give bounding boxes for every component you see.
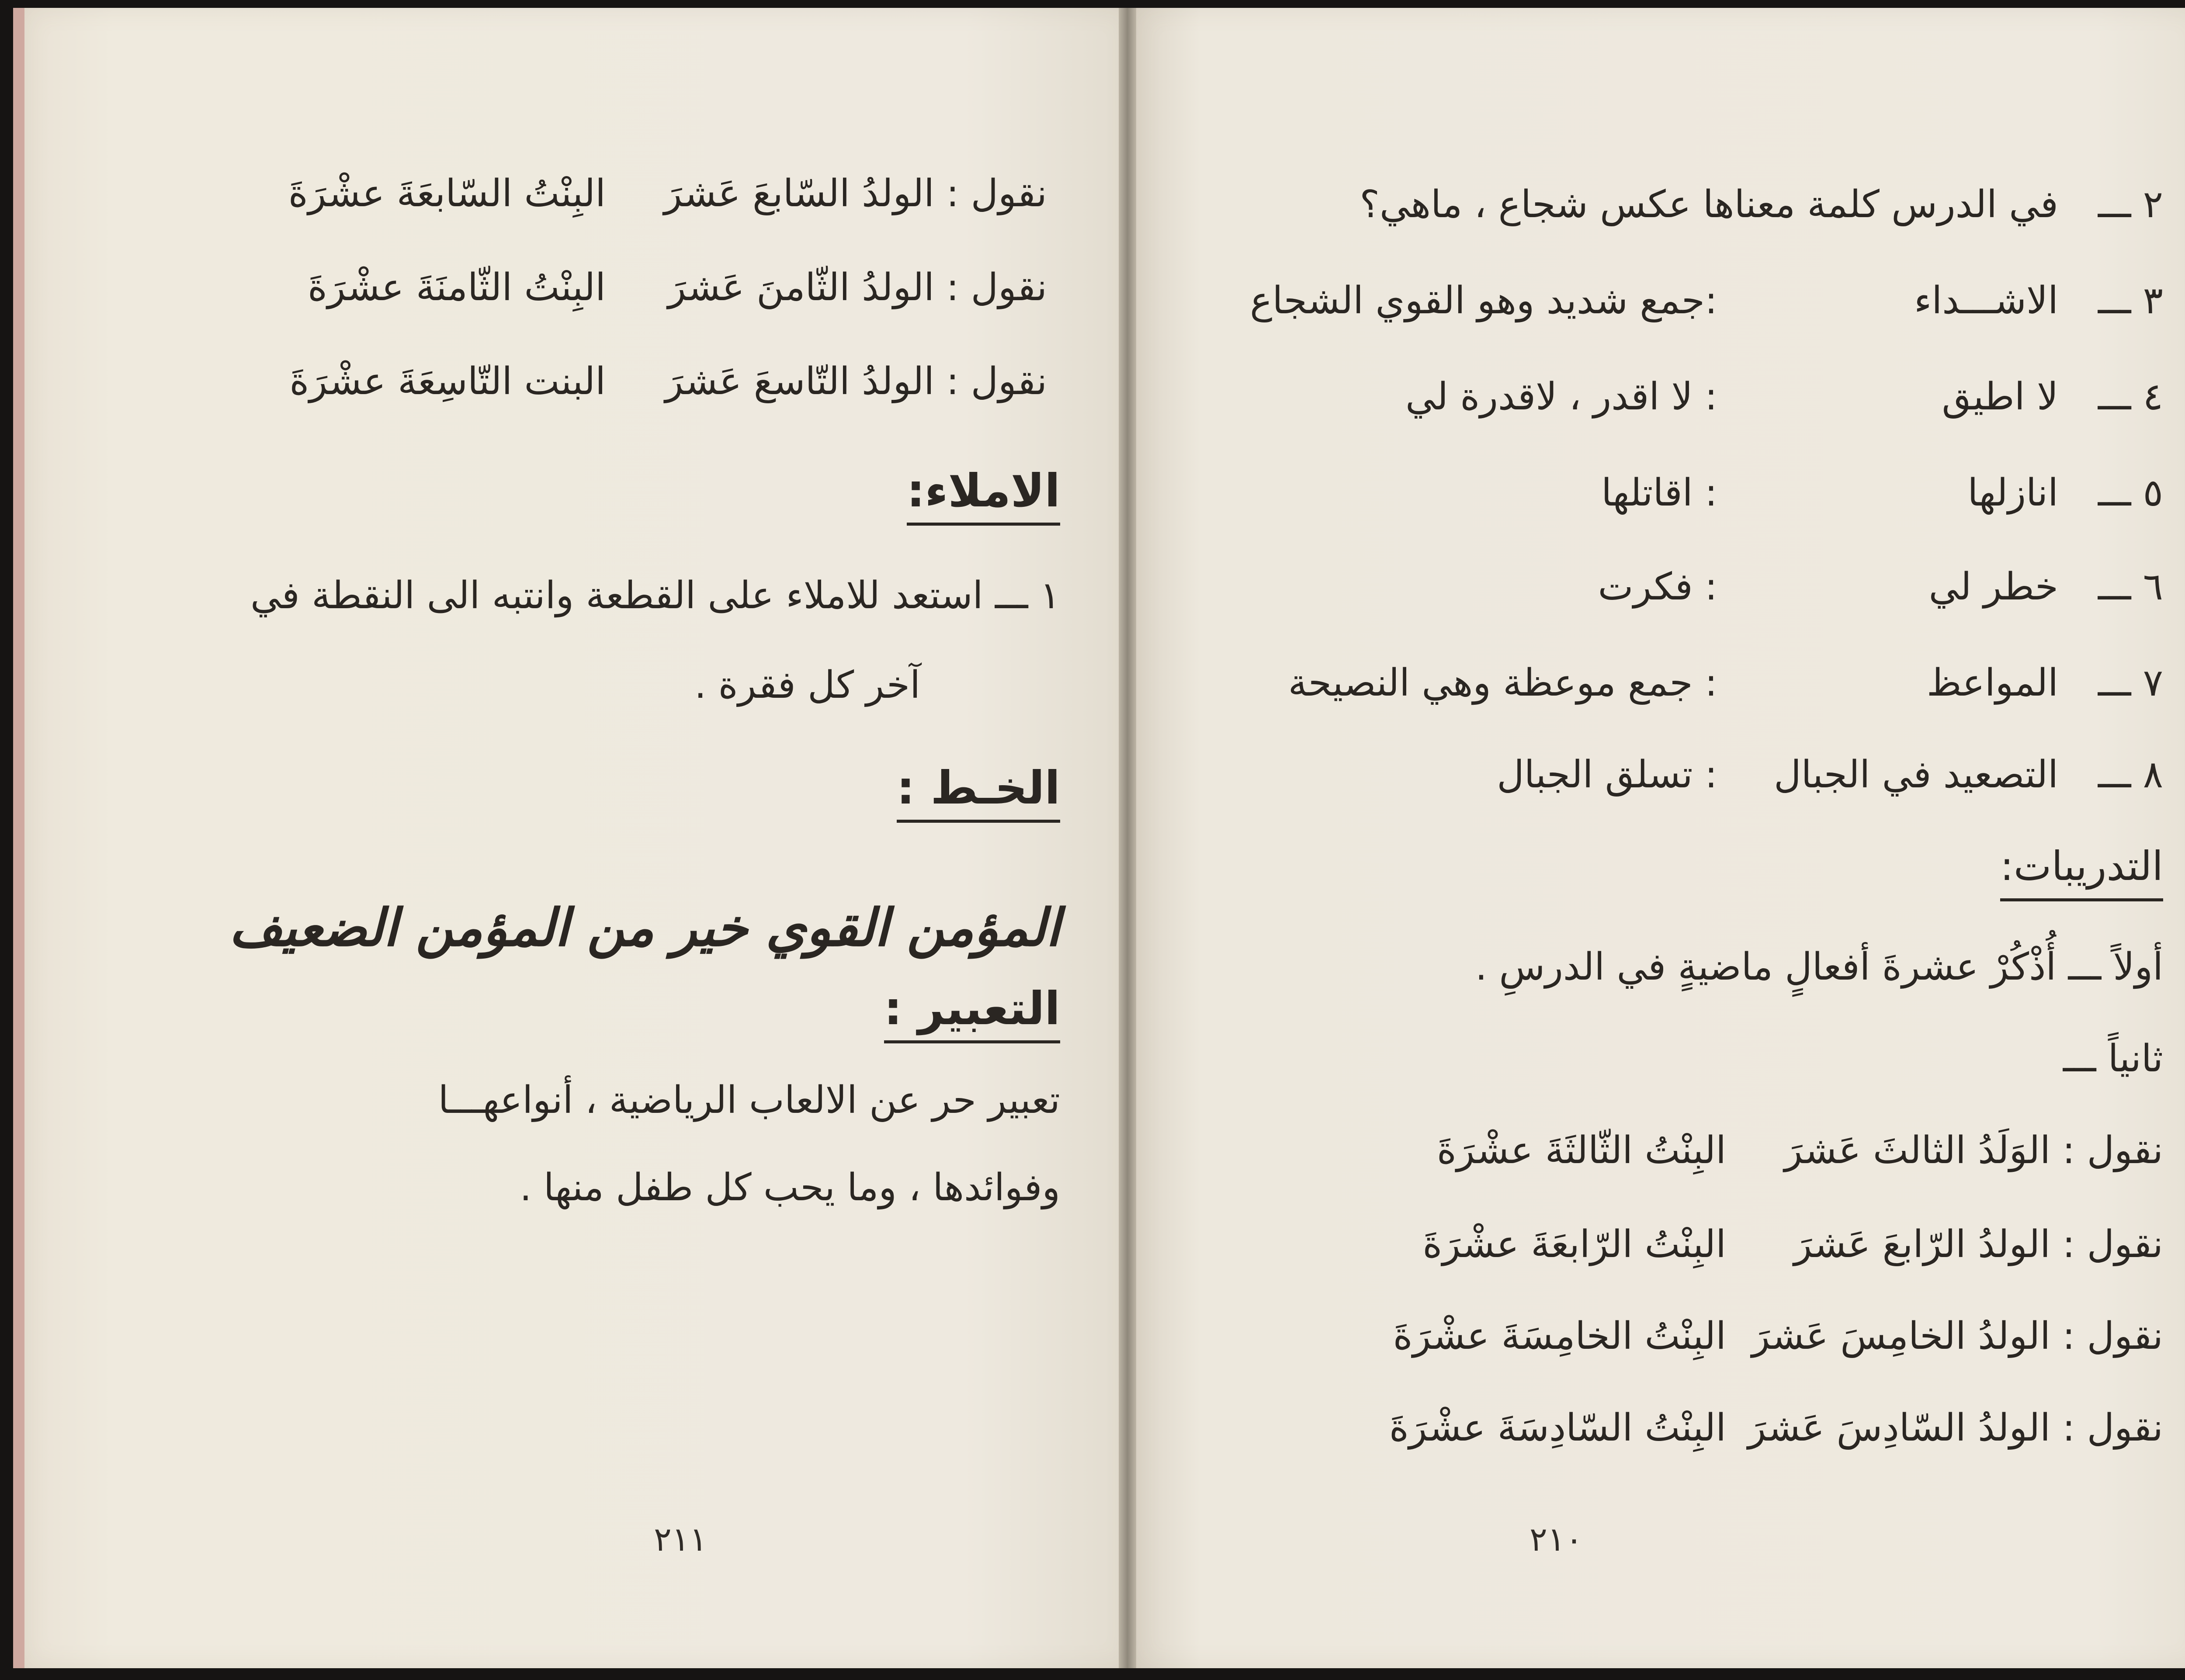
example-boy: نقول : الولدُ السّابعَ عَشرَ [664, 172, 1047, 215]
vocab-word: خطر لي [1928, 565, 2058, 609]
example-girl: البِنْتُ السّابعَةَ عشْرَةَ [288, 172, 606, 215]
exercises-heading: التدريبات: [2000, 838, 2163, 901]
vocab-number: ٨ ـــ [2098, 753, 2163, 797]
handwriting-heading: الخـط : [897, 759, 1060, 823]
left-page [13, 8, 1130, 1668]
example-girl: البِنْتُ السّادِسَةَ عشْرَةَ [1389, 1406, 1726, 1450]
vocab-word: الاشـــداء [1914, 279, 2058, 322]
example-girl: البِنْتُ الثّالثَةَ عشْرَةَ [1436, 1129, 1726, 1172]
example-boy: نقول : الولدُ السّادِسَ عَشرَ [1748, 1406, 2163, 1450]
vocab-word: التصعيد في الجبال [1774, 753, 2058, 797]
example-girl: البِنْتُ الثّامنَةَ عشْرَةَ [307, 266, 606, 309]
vocab-meaning: : اقاتلها [1601, 471, 1717, 515]
vocab-meaning: : لا اقدر ، لاقدرة لي [1405, 375, 1717, 419]
right-page [1136, 8, 2185, 1668]
open-book-spread [13, 8, 2185, 1668]
dictation-line: ١ ـــ استعد للاملاء على القطعة وانتبه الى النقطة في [250, 574, 1060, 617]
example-girl: البِنْتُ الرّابعَةَ عشْرَةَ [1422, 1223, 1726, 1266]
dictation-line: آخر كل فقرة . [694, 663, 920, 707]
expression-line: وفوائدها ، وما يحب كل طفل منها . [520, 1166, 1060, 1209]
page-number: ٢١١ [654, 1520, 708, 1559]
vocab-meaning: : فكرت [1598, 565, 1717, 609]
vocab-number: ٥ ـــ [2098, 471, 2163, 515]
example-boy: نقول : الولدُ الثّامنَ عَشرَ [668, 266, 1047, 309]
vocab-meaning: في الدرس كلمة معناها عكس شجاع ، ماهي؟ [1360, 183, 2058, 226]
book-gutter [1119, 8, 1136, 1668]
vocab-word: انازلها [1967, 471, 2058, 515]
dictation-heading: الاملاء: [907, 462, 1060, 526]
example-boy: نقول : الولدُ الرّابعَ عَشرَ [1793, 1223, 2163, 1266]
example-girl: البنت التّاسِعَةَ عشْرَةَ [289, 360, 606, 403]
vocab-meaning: : تسلق الجبال [1497, 753, 1717, 797]
expression-heading: التعبير : [884, 980, 1060, 1043]
vocab-word: لا اطيق [1942, 375, 2058, 419]
handwriting-motto: المؤمن القوي خير من المؤمن الضعيف [229, 897, 1060, 958]
example-boy: نقول : الوَلَدُ الثالثَ عَشرَ [1784, 1129, 2163, 1172]
vocab-number: ٦ ـــ [2098, 565, 2163, 609]
expression-line: تعبير حر عن الالعاب الرياضية ، أنواعهـــا [438, 1078, 1060, 1122]
vocab-word: المواعظ [1926, 661, 2058, 705]
exercise-first: أولاً ـــ أُذْكُرْ عشرةَ أفعالٍ ماضيةٍ في الدرسِ . [1475, 945, 2163, 989]
vocab-number: ٣ ـــ [2098, 279, 2163, 322]
example-girl: البِنْتُ الخامِسَةَ عشْرَةَ [1393, 1314, 1726, 1358]
vocab-number: ٢ ـــ [2098, 183, 2163, 226]
example-boy: نقول : الولدُ التّاسعَ عَشرَ [665, 360, 1047, 403]
example-boy: نقول : الولدُ الخامِسَ عَشرَ [1751, 1314, 2163, 1358]
exercise-second: ثانياً ـــ [2063, 1037, 2163, 1081]
vocab-number: ٤ ـــ [2098, 375, 2163, 419]
vocab-number: ٧ ـــ [2098, 661, 2163, 705]
page-number: ٢١٠ [1530, 1520, 1583, 1559]
vocab-meaning: : جمع موعظة وهي النصيحة [1288, 661, 1717, 705]
vocab-meaning: :جمع شديد وهو القوي الشجاع [1250, 279, 1717, 322]
